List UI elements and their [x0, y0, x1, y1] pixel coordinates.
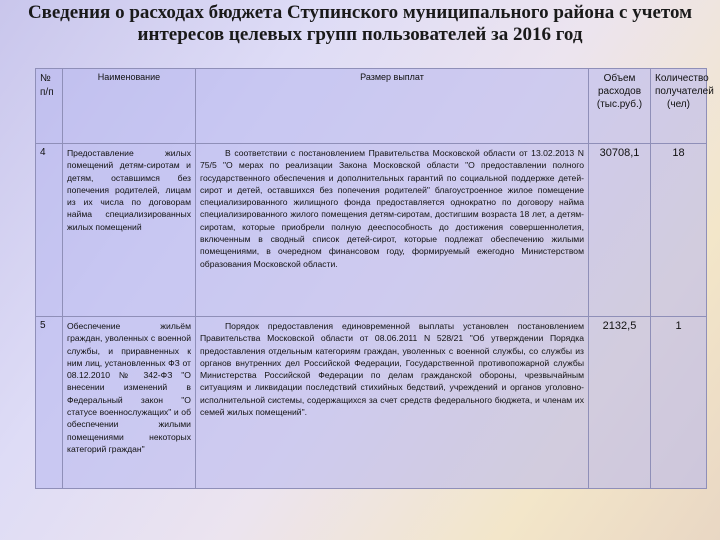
row-description-text: В соответствии с постановлением Правительства Московской области от 13.02.2013 N 75/5 "О мерах по реализации Закона Московской области "О предоставлении полного государственного обеспечения и дополнительных гарантий по социальной поддержке детей-сирот и детей, оставшихся без попечения родителей" благоустроенное жилое помещение специализированного жилищного фонда предоставляется однократно по договору найма специализированного жилого помещения детям-сиротам, достигшим возраста 18 лет, а детям-сиротам, которые приобрели полную дееспособность до достижения совершеннолетия, включенным в сводный список детей-сирот, которые подлежат обеспечению жилыми помещениями, в очередном финансовом году, формируемый ежегодно Министерством образования Московской области.	[200, 148, 584, 269]
row-number: 5	[36, 317, 63, 489]
row-payment-description	[196, 317, 589, 489]
table-row	[36, 144, 707, 317]
header-name: Наименование	[63, 69, 196, 144]
expense-table	[35, 68, 714, 489]
header-expense-volume: Объем расходов (тыс.руб.)	[589, 69, 651, 144]
table-row	[36, 317, 707, 489]
row-number: 4	[36, 144, 63, 317]
row-payment-description	[196, 144, 589, 317]
row-recipient-count: 18	[651, 144, 707, 317]
row-name: Обеспечение жильём граждан, уволенных с военной службы, и приравненных к ним лиц, установленных ФЗ от 08.12.2010 № 342-ФЗ "О внесении изменений в Федеральный закон "О статусе военнослужащих" и об обеспечении жилыми помещениями некоторых категорий граждан"	[63, 317, 196, 489]
row-recipient-count: 1	[651, 317, 707, 489]
header-number: № п/п	[36, 69, 63, 144]
header-recipient-count: Количество получателей (чел)	[651, 69, 707, 144]
row-expense-volume: 30708,1	[589, 144, 651, 317]
row-name: Предоставление жилых помещений детям-сиротам и детям, оставшимся без попечения родителей, лицам из их числа по договорам найма специализированных жилых помещений	[63, 144, 196, 317]
row-expense-volume: 2132,5	[589, 317, 651, 489]
row-description-text: Порядок предоставления единовременной выплаты установлен постановлением Правительства Московской области от 08.06.2011 N 528/21 "Об утверждении Порядка предоставления отдельным категориям граждан, уволенных с военной службы, со службы из органов внутренних дел Российской Федерации, Государственной противопожарной службы Министерства Российской Федерации по делам гражданской обороны, чрезвычайным ситуациям и ликвидации последствий стихийных бедствий, учреждений и органов уголовно-исполнительной системы, содержащихся за счет средств федерального бюджета, и членам их семей жилых помещений".	[200, 321, 584, 418]
page-title: Сведения о расходах бюджета Ступинского муниципального района с учетом интересов целевых групп пользователей за 2016 год	[27, 2, 693, 45]
table-header-row	[36, 69, 707, 144]
header-payment-size: Размер выплат	[196, 69, 589, 144]
